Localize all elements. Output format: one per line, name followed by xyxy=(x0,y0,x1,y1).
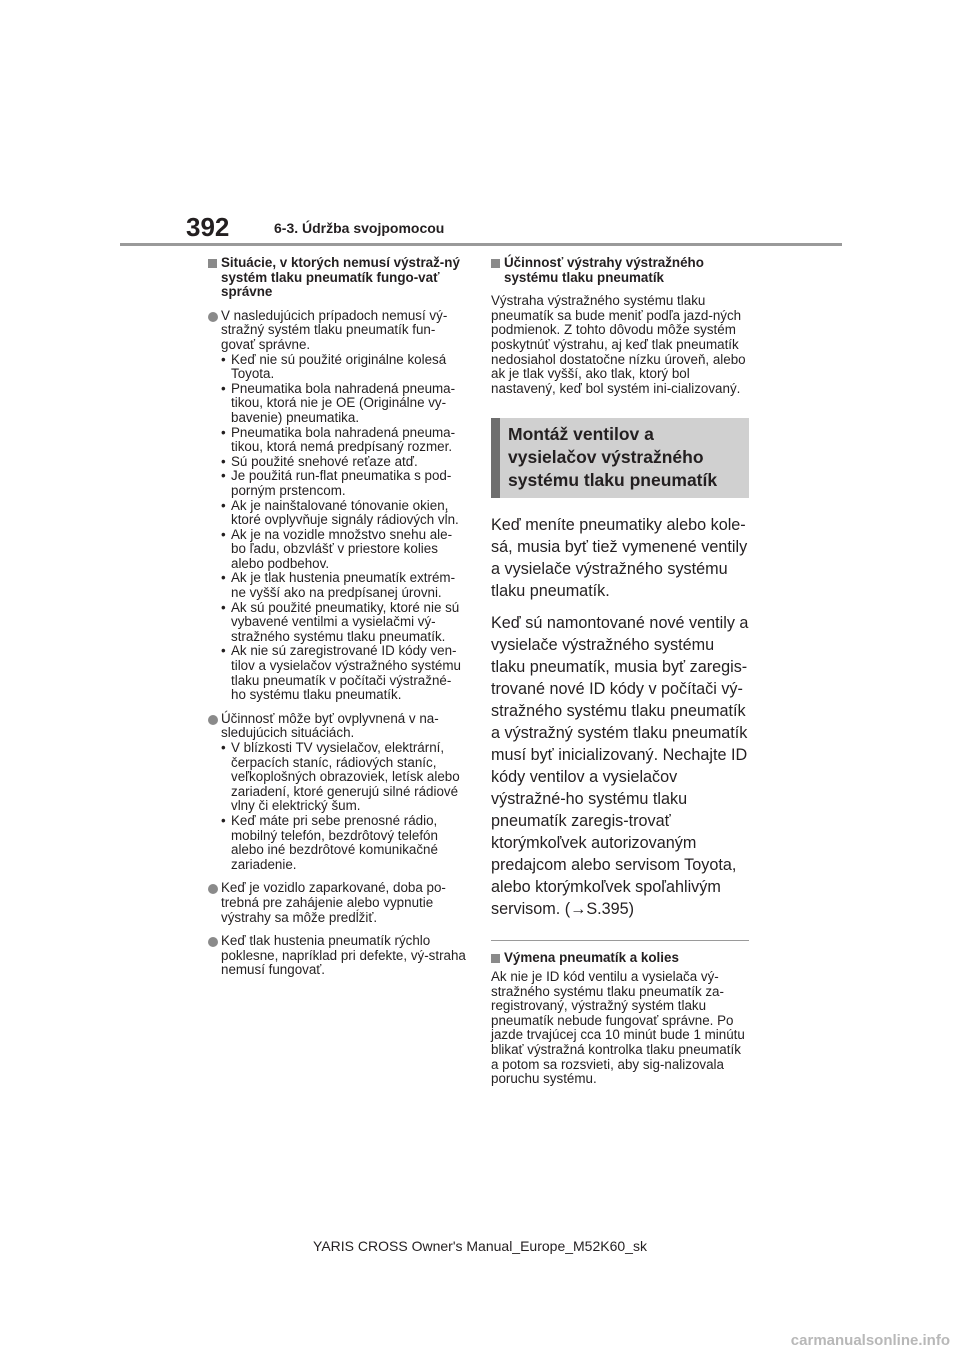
bullet-paragraph xyxy=(208,881,466,925)
list-item: • Pneumatika bola nahradená pneuma-tikou, ktorá nie je OE (Originálne vy-bavenie) pneumatika. xyxy=(221,380,456,425)
section-title: 6-3. Údržba svojpomocou xyxy=(274,220,445,236)
body-paragraph: Keď meníte pneumatiky alebo kole-sá, musia byť tiež vymenené ventily a vysielače výstražného systému tlaku pneumatík. xyxy=(491,516,748,601)
heading-text: Situácie, v ktorých nemusí výstraž-ný systém tlaku pneumatík fungo-vať správne xyxy=(221,255,460,300)
divider xyxy=(491,940,749,941)
square-bullet-icon xyxy=(208,259,217,268)
list-item: • Keď máte pri sebe prenosné rádio, mobilný telefón, bezdrôtový telefón alebo iné bezdrôtové komunikačné zariadenie. xyxy=(221,812,438,872)
header-rule xyxy=(120,243,842,246)
circle-bullet-icon xyxy=(208,937,218,947)
paragraph: Výstraha výstražného systému tlaku pneumatík sa bude meniť podľa jazd-ných podmienok. Z tohto dôvodu môže systém poskytnúť výstrahu, aj keď tlak pneumatík nedosiahol dostatočne nízku úroveň, alebo ak je tlak vyšší, ako tlak, ktorý bol nastavený, keď bol systém ini-cializovaný. xyxy=(491,293,746,396)
list-item: • Ak je tlak hustenia pneumatík extrém-ne vyšší ako na predpísanej úrovni. xyxy=(221,570,456,601)
list-item: • Sú použité snehové reťaze atď. xyxy=(221,453,418,469)
bullet-paragraph xyxy=(208,309,466,353)
bullet-text: Keď tlak hustenia pneumatík rýchlo poklesne, napríklad pri defekte, vý-straha nemusí fungovať. xyxy=(221,933,466,978)
paragraph: Ak nie je ID kód ventilu a vysielača vý-stražného systému tlaku pneumatík za-registrovaný, výstražný systém tlaku pneumatík nebude fungovať správne. Po jazde trvajúcej cca 10 minút bude 1 minútu blikať výstražná kontrolka tlaku pneumatík a potom sa rozsvieti, aby sig-nalizovala poruchu systému. xyxy=(491,968,745,1087)
circle-bullet-icon xyxy=(208,884,218,894)
bullet-text: Účinnosť môže byť ovplyvnená v na-sledujúcich situáciách. xyxy=(221,710,439,741)
left-column xyxy=(208,256,466,987)
sub-list xyxy=(208,741,466,872)
section-heading xyxy=(491,951,749,966)
list-item: • V blízkosti TV vysielačov, elektrární, čerpacích staníc, rádiových staníc, veľkoplošných obrazoviek, letísk alebo zariadení, ktoré generujú silné rádiové vlny či elektrický šum. xyxy=(221,740,460,814)
list-item: • Pneumatika bola nahradená pneuma-tikou, ktorá nemá predpísaný rozmer. xyxy=(221,424,456,455)
sub-list xyxy=(208,353,466,703)
main-heading: Montáž ventilov a vysielačov výstražného systému tlaku pneumatík xyxy=(491,418,749,498)
heading-text: Účinnosť výstrahy výstražného systému tlaku pneumatík xyxy=(504,255,704,285)
bullet-paragraph xyxy=(208,934,466,978)
list-item: • Ak nie sú zaregistrované ID kódy ven-tilov a vysielačov výstražného systému tlaku pneumatík v počítači výstražné-ho systému tlaku pneumatík. xyxy=(221,643,461,703)
section-heading xyxy=(491,256,749,285)
page-number: 392 xyxy=(186,212,230,242)
list-item: • Je použitá run-flat pneumatika s pod-porným prstencom. xyxy=(221,468,452,498)
body-paragraph: Keď sú namontované nové ventily a vysielače výstražného systému tlaku pneumatík, musia byť zaregis-trované nové ID kódy v počítači vý-stražného systému tlaku pneumatík a výstražný systém tlaku pneumatík musí byť inicializovaný. Nechajte ID kódy ventilov a vysielačov výstražné-ho systému tlaku pneumatík zaregis-trovať ktorýmkoľvek autorizovaným predajcom alebo servisom Toyota, alebo ktorýmkoľvek spoľahlivým servisom. (→S.395) xyxy=(491,614,749,919)
square-bullet-icon xyxy=(491,259,500,268)
bullet-text: Keď je vozidlo zaparkované, doba po-trebná pre zahájenie alebo vypnutie výstrahy sa môže predĺžiť. xyxy=(221,880,446,925)
list-item: • Keď nie sú použité originálne kolesá Toyota. xyxy=(221,351,447,382)
circle-bullet-icon xyxy=(208,312,218,322)
bullet-paragraph xyxy=(208,712,466,741)
section-heading xyxy=(208,256,466,300)
list-item: • Ak je na vozidle množstvo snehu ale-bo ľadu, obzvlášť v priestore kolies alebo podbehov. xyxy=(221,526,453,571)
square-bullet-icon xyxy=(491,954,500,963)
bullet-text: V nasledujúcich prípadoch nemusí vý-stražný systém tlaku pneumatík fun-govať správne. xyxy=(221,307,448,352)
watermark: carmanualsonline.info xyxy=(790,1332,950,1349)
footer-text: YARIS CROSS Owner's Manual_Europe_M52K60_sk xyxy=(313,1238,647,1254)
list-item: • Ak sú použité pneumatiky, ktoré nie sú vybavené ventilmi a vysielačmi vý-stražného systému tlaku pneumatík. xyxy=(221,599,460,644)
circle-bullet-icon xyxy=(208,715,218,725)
heading-text: Výmena pneumatík a kolies xyxy=(504,950,679,966)
list-item: • Ak je nainštalované tónovanie okien, ktoré ovplyvňuje signály rádiových vĺn. xyxy=(221,497,459,528)
right-column xyxy=(491,256,749,1101)
